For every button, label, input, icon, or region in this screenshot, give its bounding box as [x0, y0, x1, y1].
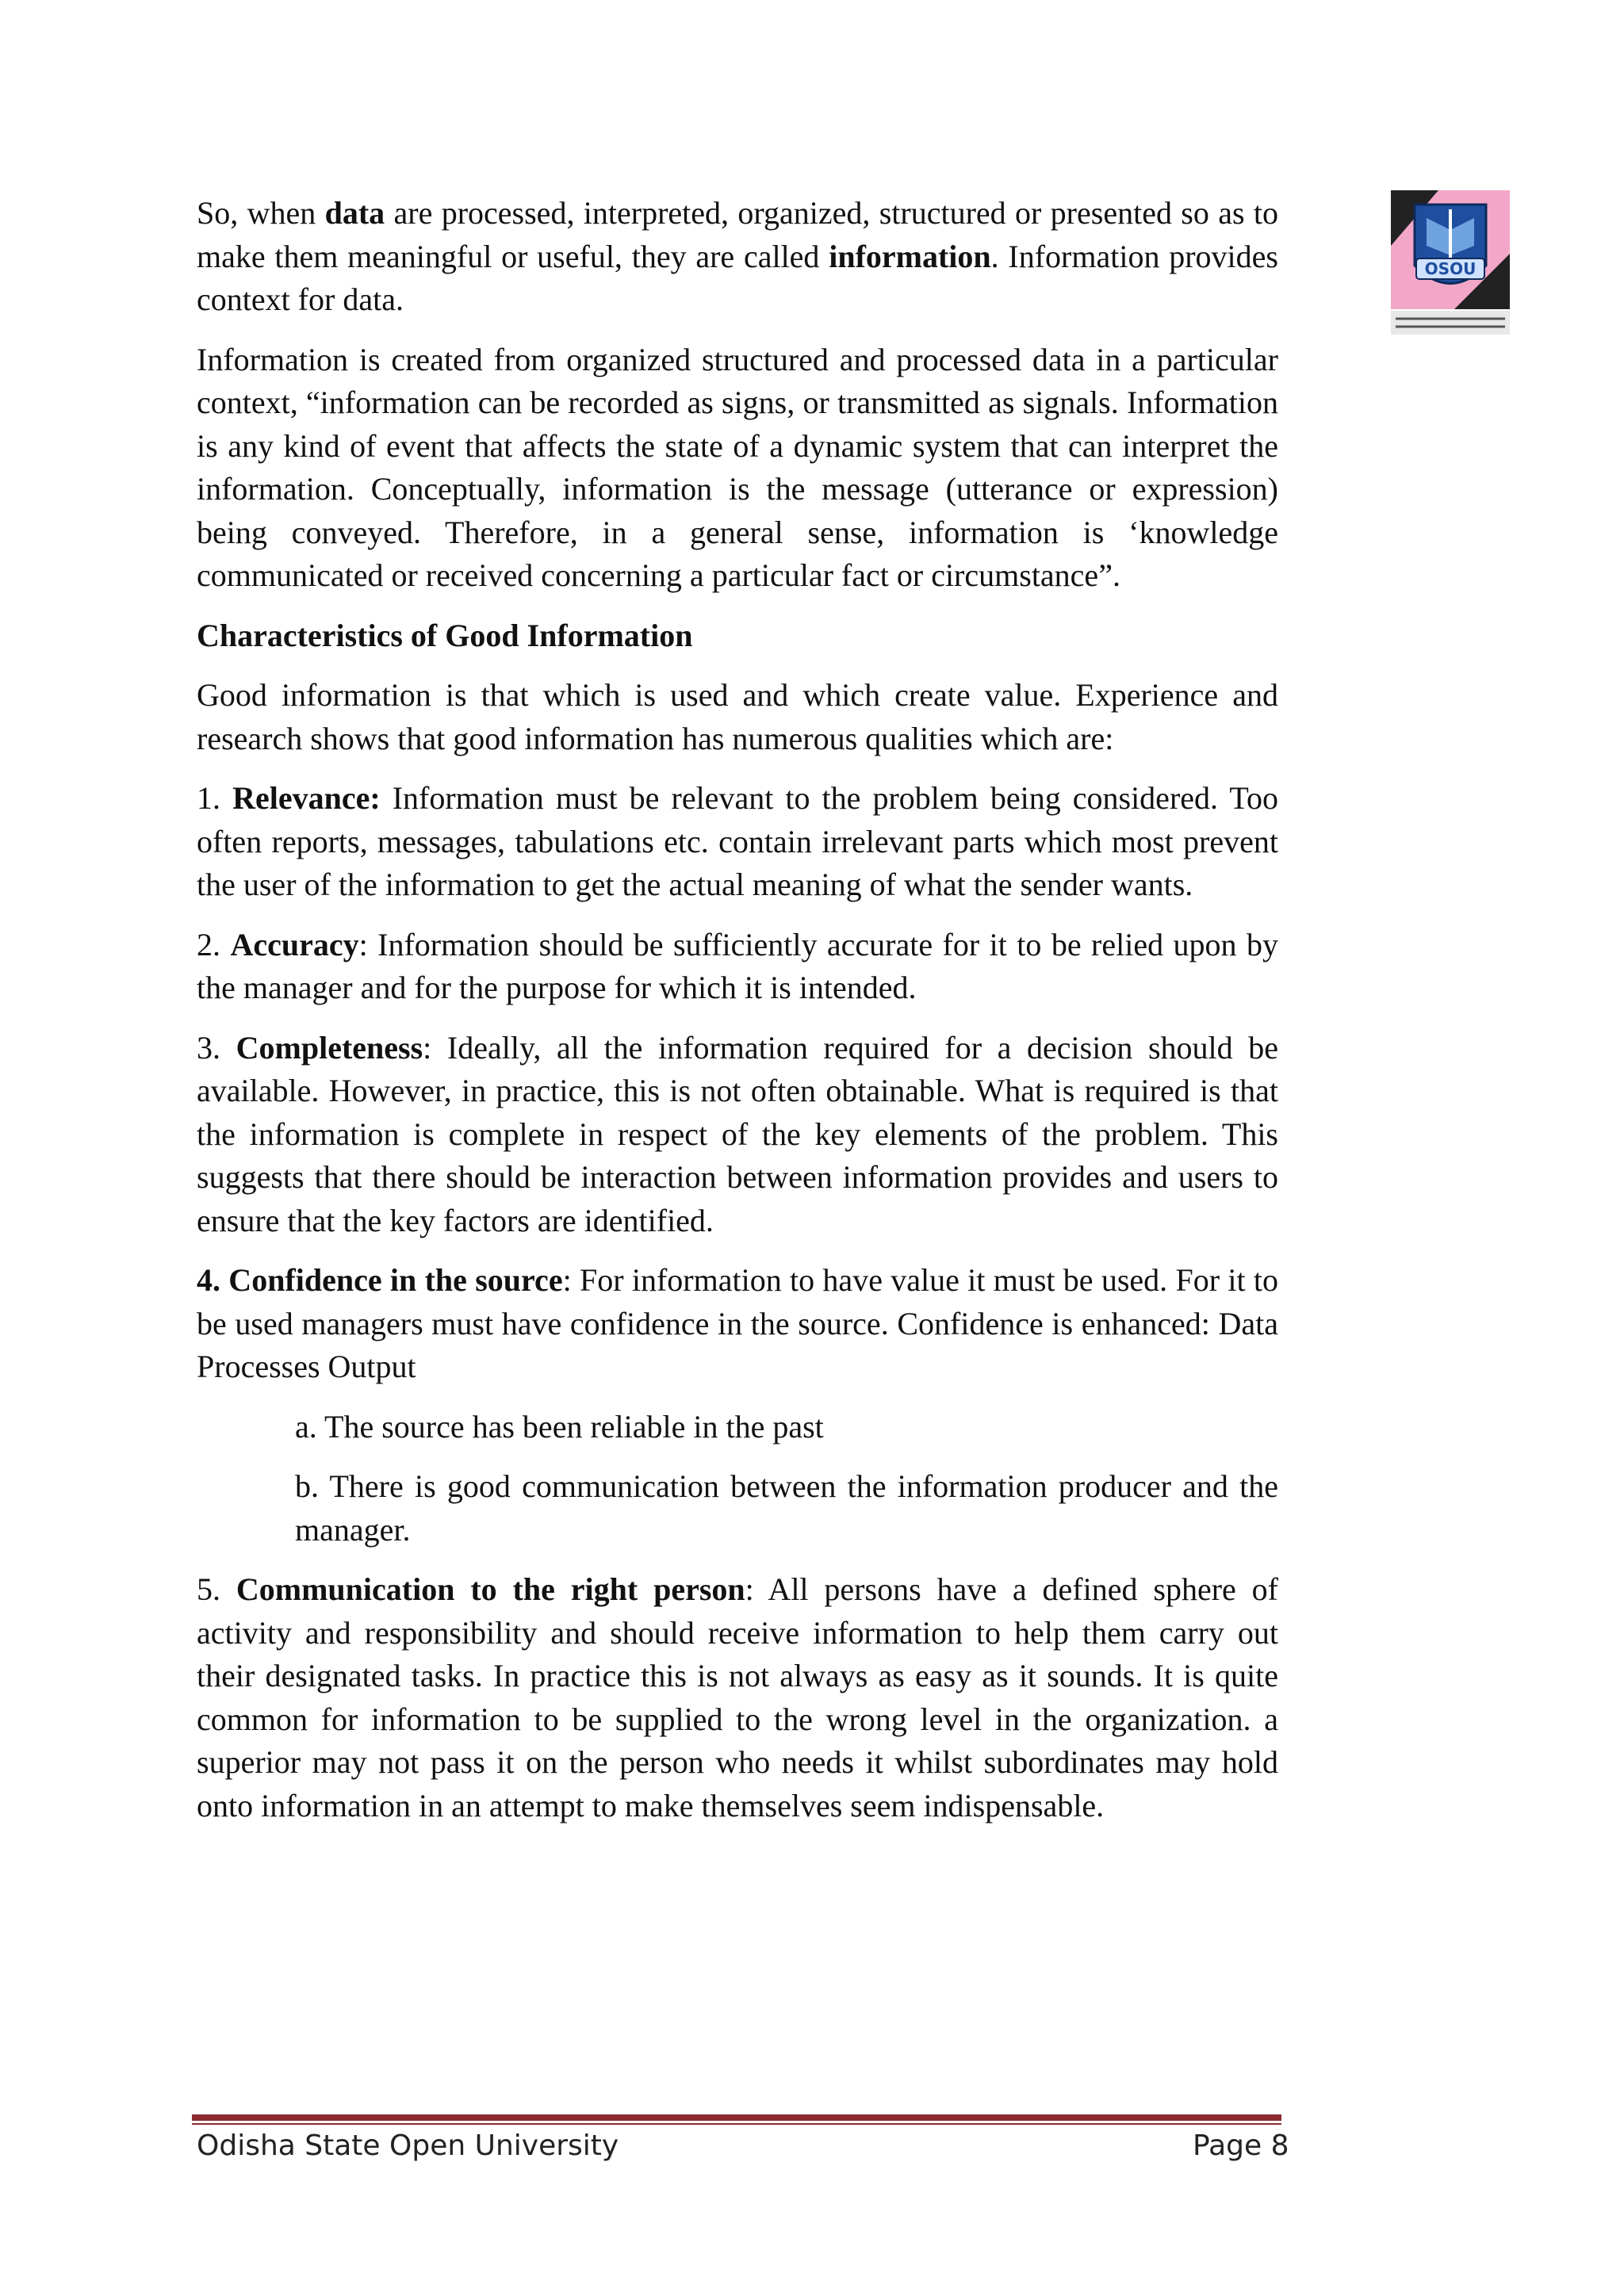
- footer-rule-thin: [192, 2123, 1281, 2125]
- paragraph-good-information: Good information is that which is used and which create value. Experience and research shows that good information has numerous qualities which are:: [197, 677, 1278, 756]
- list-item-relevance: 1. Relevance: Information must be relevant to the problem being considered. Too often reports, messages, tabulations etc. contain irrelevant parts which most prevent the user of the information to get the actual meaning of what the sender wants.: [197, 780, 1278, 902]
- list-item-confidence: 4. Confidence in the source: For information to have value it must be used. For it to be used managers must have confidence in the source. Confidence is enhanced: Data Processes Output: [197, 1262, 1278, 1384]
- list-item-completeness: 3. Completeness: Ideally, all the information required for a decision should be available. However, in practice, this is not often obtainable. What is required is that the information is complete in respect of the key elements of the problem. This suggests that there should be interaction between information provides and users to ensure that the key factors are identified.: [197, 1029, 1279, 1238]
- list-item-accuracy: 2. Accuracy: Information should be sufficiently accurate for it to be relied upon by the manager and for the purpose for which it is intended.: [197, 926, 1278, 1005]
- paragraph-data-information: So, when data are processed, interpreted, organized, structured or presented so as to make them meaningful or useful, they are called information. Information provides context for data.: [197, 195, 1279, 317]
- paragraph-information-definition: Information is created from organized structured and processed data in a particular context, “information can be recorded as signs, or transmitted as signals. Information is any kind of event that affects the state of a dynamic system that can interpret the information. Conceptually, information is the message (utterance or expression) being conveyed. Therefore, in a general sense, information is ‘knowledge communicated or received concerning a particular fact or circumstance”.: [197, 341, 1278, 593]
- page-body: [197, 192, 1278, 1844]
- sub-item-a: a. The source has been reliable in the past: [295, 1408, 824, 1445]
- section-heading: Characteristics of Good Information: [197, 617, 693, 653]
- university-logo: [1391, 190, 1510, 335]
- logo-caption-strip: [1391, 311, 1510, 335]
- footer-rule-thick: [192, 2114, 1281, 2121]
- footer-page-number: Page 8: [1193, 2130, 1289, 2162]
- sub-item-b: b. There is good communication between the information producer and the manager.: [295, 1468, 1278, 1548]
- list-item-communication: 5. Communication to the right person: All persons have a defined sphere of activity and responsibility and should receive information to help them carry out their designated tasks. In practice this is not always as easy as it sounds. It is quite common for information to be supplied to the wrong level in the organization. a superior may not pass it on the person who needs it whilst subordinates may hold onto information in an attempt to make themselves seem indispensable.: [197, 1571, 1278, 1823]
- footer-university-name: Odisha State Open University: [197, 2130, 619, 2162]
- logo-text: OSOU: [1424, 259, 1477, 278]
- footer-divider: [192, 2114, 1281, 2125]
